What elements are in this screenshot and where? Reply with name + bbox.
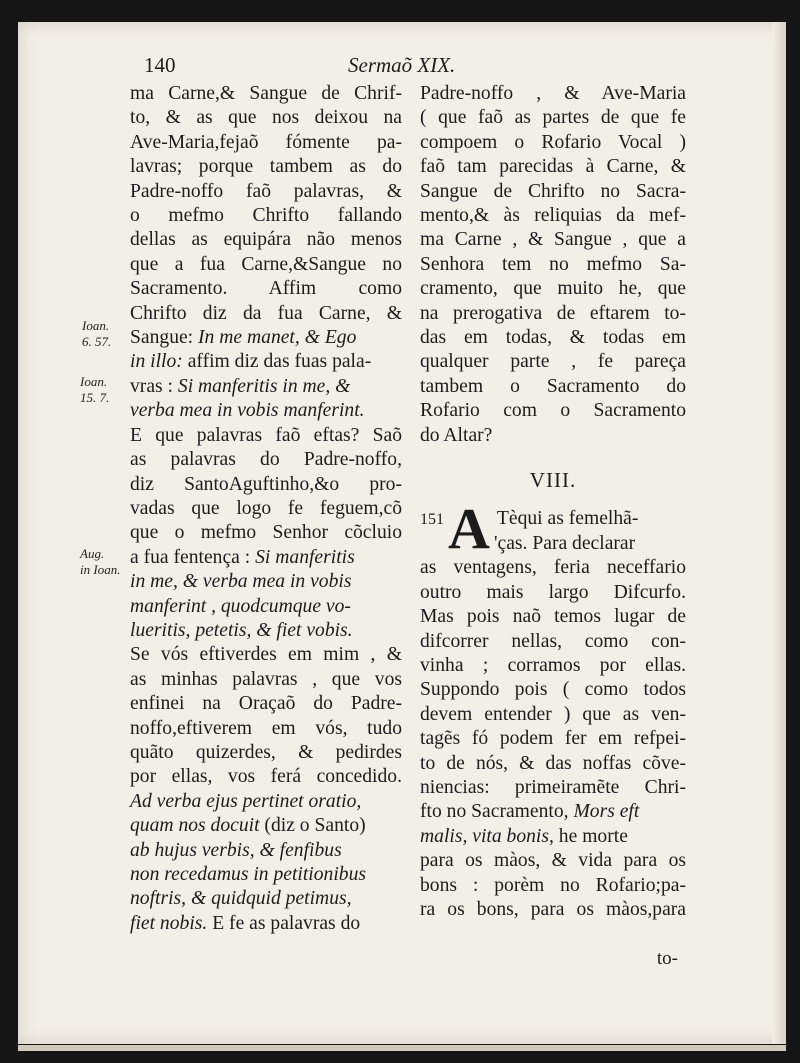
text-line: qualquer parte , fe pareça — [420, 351, 686, 373]
text-line: Ave-Maria,fejaõ fómente pa- — [130, 131, 402, 153]
latin-quote: Si manferitis — [255, 546, 355, 568]
page-number: 140 — [144, 53, 176, 77]
latin-quote: malis, vita bonis, — [420, 825, 554, 847]
roman-text: affim diz das fuas pala- — [182, 351, 372, 373]
text-line: cramento, que muito he, que — [420, 278, 686, 300]
text-line — [130, 814, 402, 838]
text-line: faõ tam parecidas à Carne, & — [420, 156, 686, 178]
page-bottom-edge — [18, 1045, 786, 1051]
text-line: Senhora tem no mefmo Sa- — [420, 253, 686, 275]
text-line: 'ças. Para declarar — [494, 532, 636, 554]
margin-note-line: 6. 57. — [82, 334, 112, 349]
text-line: vinha ; corramos por ellas. — [420, 654, 686, 676]
text-line: Chrifto diz da fua Carne, & — [130, 302, 402, 324]
text-line: que a fua Carne,&Sangue no — [130, 253, 402, 275]
margin-note-ioan-6 — [82, 318, 111, 350]
text-line: que o mefmo Senhor cõcluio — [130, 522, 402, 544]
text-line — [420, 825, 686, 849]
text-line: ( que faõ as partes de que fe — [420, 107, 686, 129]
text-line: Sangue de Chrifto no Sacra- — [420, 180, 686, 202]
paragraph-opening — [420, 495, 686, 561]
text-line: Padre-noffo faõ palavras, & — [130, 180, 402, 202]
paragraph-number: 151 — [420, 510, 444, 528]
text-line: dellas as equipára não menos — [130, 229, 402, 251]
latin-quote: Mors eft — [573, 801, 640, 823]
text-line: Padre-noffo , & Ave-Maria — [420, 83, 686, 104]
latin-quote: lueritis, petetis, & fiet vobis. — [130, 619, 353, 641]
text-line: do Altar? — [420, 424, 493, 446]
text-line: to de nós, & das noffas cõve- — [420, 752, 686, 774]
text-line: para os màos, & vida para os — [420, 850, 686, 872]
margin-note-line: Aug. — [80, 546, 105, 561]
text-line: outro mais largo Difcurfo. — [420, 581, 686, 603]
latin-quote: non recedamus in petitionibus — [130, 864, 367, 885]
roman-text: (diz o Santo) — [259, 815, 366, 837]
roman-text: E fe as palavras do — [207, 912, 361, 934]
text-line: tambem o Sacramento do — [420, 375, 686, 397]
drop-cap: A — [448, 495, 490, 561]
text-line: as palavras do Padre-noffo, — [130, 449, 402, 471]
text-line: Rofario com o Sacramento — [420, 400, 686, 422]
margin-note-aug — [80, 546, 120, 578]
page-edge — [772, 22, 786, 1044]
text-line: lavras; porque tambem as do — [130, 156, 402, 178]
drop-line: Tèqui as femelhã- — [496, 507, 639, 529]
roman-text: Sangue: — [130, 327, 199, 349]
latin-quote: In me manet, & Ego — [198, 327, 357, 349]
text-line: noffo,eftiverem em vós, tudo — [130, 717, 402, 739]
text-line: ma Carne , & Sangue , que a — [420, 229, 686, 251]
text-line: vadas que logo fe feguem,cõ — [130, 497, 402, 519]
text-line — [130, 912, 402, 936]
text-line: mento,& às reliquias da mef- — [420, 205, 686, 227]
text-line: bons : porèm no Rofario;pa- — [420, 874, 686, 896]
text-line: diz SantoAguftinho,&o pro- — [130, 473, 402, 495]
margin-note-ioan-15 — [80, 374, 109, 406]
margin-note-line: Ioan. — [82, 318, 110, 333]
text-line: devem entender ) que as ven- — [420, 703, 686, 725]
text-line: enfinei na Oraçaõ do Padre- — [130, 693, 402, 715]
latin-quote: quam nos docuit — [130, 815, 260, 837]
latin-quote: in illo: — [130, 351, 183, 373]
text-line: as ventagens, feria neceffario — [420, 557, 686, 579]
roman-text: fto no Sacramento, — [420, 801, 569, 823]
book-page — [18, 22, 786, 1044]
latin-quote: verba mea in vobis manferint. — [130, 400, 365, 422]
text-line — [130, 546, 402, 570]
latin-quote: Ad verba ejus pertinet oratio, — [130, 790, 362, 812]
latin-quote: Si manferitis in me, & — [177, 375, 351, 397]
text-line — [130, 326, 402, 350]
roman-text: a fua fentença : — [130, 546, 256, 568]
text-line: niencias: primeiramẽte Chri- — [420, 776, 686, 798]
latin-quote: noftris, & quidquid petimus, — [130, 888, 352, 910]
margin-note-line: Ioan. — [80, 374, 108, 389]
catchword: to- — [656, 948, 678, 969]
left-text-column — [130, 82, 402, 936]
text-line: por ellas, vos ferá concedido. — [130, 766, 402, 788]
roman-text: he morte — [553, 825, 628, 847]
right-text-column — [420, 82, 686, 922]
text-line: na prerogativa de eftarem to- — [420, 302, 686, 324]
latin-quote: fiet nobis. — [130, 912, 208, 934]
text-line — [130, 375, 402, 399]
running-title: Sermaõ XIX. — [348, 53, 456, 77]
text-line: tagẽs fó podem fer em refpei- — [420, 728, 686, 750]
latin-quote: in me, & verba mea in vobis — [130, 571, 352, 593]
text-line: Suppondo pois ( como todos — [420, 679, 686, 701]
section-heading: VIII. — [529, 468, 577, 493]
text-line: Se vós eftiverdes em mim , & — [130, 644, 402, 666]
text-line: ra os bons, para os màos,para — [420, 899, 686, 920]
latin-quote: ab hujus verbis, & fenfibus — [130, 839, 342, 861]
text-line: compoem o Rofario Vocal ) — [420, 131, 686, 153]
text-line: difcorrer nellas, como con- — [420, 630, 686, 652]
text-line: Sacramento. Affim como — [130, 278, 402, 300]
text-line: o mefmo Chrifto fallando — [130, 205, 402, 227]
text-line: ma Carne,& Sangue de Chrif- — [130, 83, 402, 104]
text-line: to, & as que nos deixou na — [130, 107, 402, 129]
text-line — [420, 800, 686, 824]
text-line: quãto quizerdes, & pedirdes — [130, 741, 402, 763]
margin-note-line: in Ioan. — [80, 562, 121, 577]
roman-text: vras : — [130, 375, 178, 397]
text-line: E que palavras faõ eftas? Saõ — [130, 424, 402, 446]
text-line: Mas pois naõ temos lugar de — [420, 606, 686, 628]
text-line: as minhas palavras , que vos — [130, 668, 402, 690]
text-line — [130, 350, 402, 374]
margin-note-line: 15. 7. — [80, 390, 110, 405]
text-line: das em todas, & todas em — [420, 327, 686, 349]
latin-quote: manferint , quodcumque vo- — [130, 595, 351, 617]
